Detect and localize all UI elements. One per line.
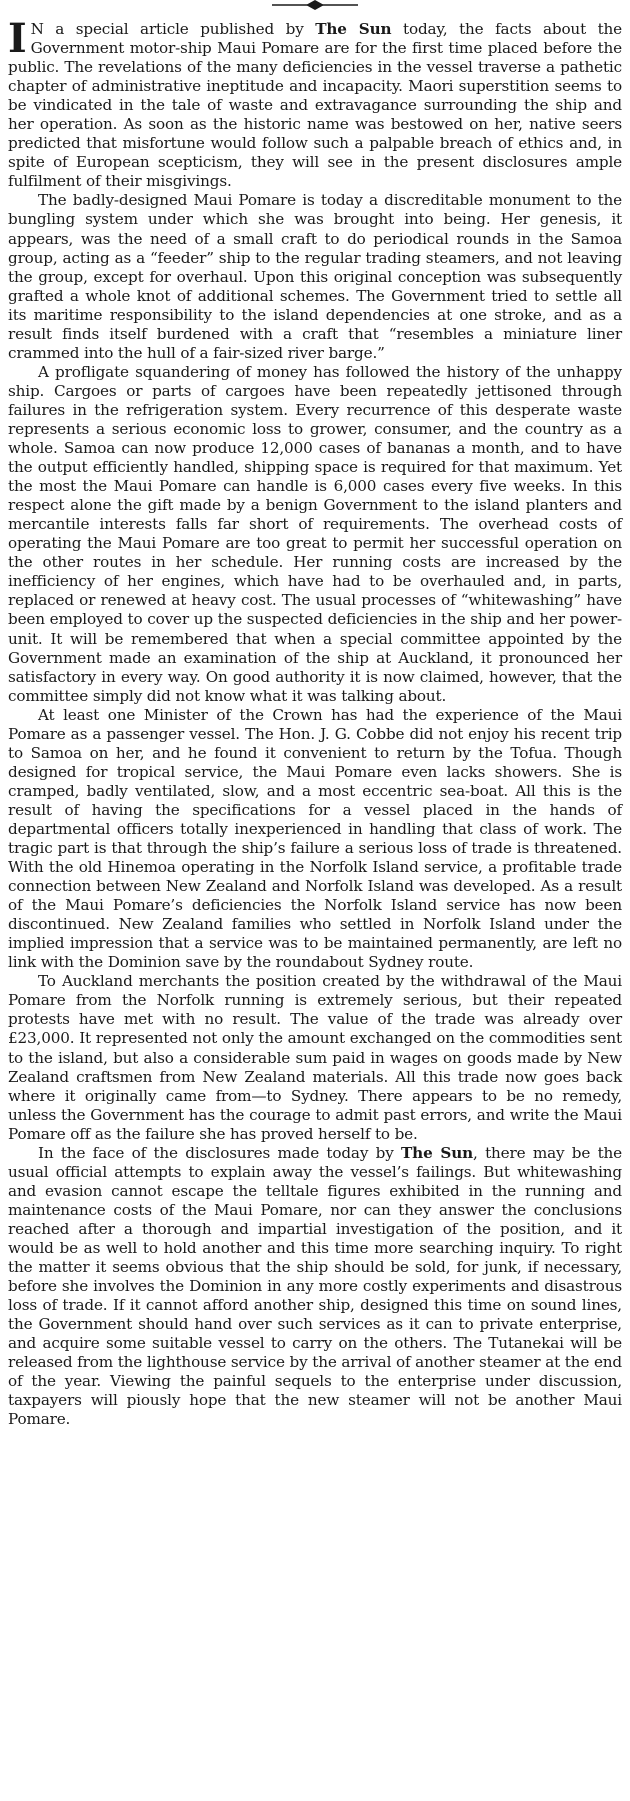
- article-paragraph: [8, 363, 622, 706]
- paragraph-text: A profligate squandering of money has followed the history of the unhappy ship. Cargoes or parts of cargoes have been repeatedly jettisoned through failures in the refrigeration system. Every recurrence of this desperate waste represents a serious economic loss to grower, consumer, and the country as a whole. Samoa can now produce 12,000 cases of bananas a month, and to have the output efficiently handled, shipping space is required for that maximum. Yet the most the Maui Pomare can handle is 6,000 cases every five weeks. In this respect alone the gift made by a benign Government to the island planters and mercantile interests falls far short of requirements. The overhead costs of operating the Maui Pomare are too great to permit her successful operation on the other routes in her schedule. Her running costs are increased by the inefficiency of her engines, which have had to be overhauled and, in parts, replaced or renewed at heavy cost. The usual processes of “whitewashing” have been employed to cover up the suspected deficiencies in the ship and her power-unit. It will be remembered that when a special committee appointed by the Government made an examination of the ship at Auckland, it pronounced her satisfactory in every way. On good authority it is now claimed, however, that the committee simply did not know what it was talking about.: [8, 362, 622, 705]
- article-paragraph: [8, 972, 622, 1143]
- drop-cap: I: [8, 15, 27, 62]
- editorial-article: [8, 15, 623, 1429]
- article-paragraph: [8, 1144, 622, 1430]
- newspaper-name: The Sun: [401, 1143, 474, 1162]
- paragraph-text: In the face of the disclosures made today by: [38, 1143, 402, 1162]
- newspaper-name: The Sun: [315, 20, 392, 38]
- paragraph-text: To Auckland merchants the position created by the withdrawal of the Maui Pomare from the Norfolk running is extremely serious, but their repeated protests have met with no result. The value of the trade was already over £23,000. It represented not only the amount exchanged on the commodities sent to the island, but also a considerable sum paid in wages on goods made by New Zealand craftsmen from New Zealand materials. All this trade now goes back where it originally came from—to Sydney. There appears to be no remedy, unless the Government has the courage to admit past errors, and write the Maui Pomare off as the failure she has proved herself to be.: [8, 972, 622, 1143]
- paragraph-text: The badly-designed Maui Pomare is today a discreditable monument to the bungling system under which she was brought into being. Her genesis, it appears, was the need of a small craft to do periodical rounds in the Samoa group, acting as a “feeder” ship to the regular trading steamers, and not leaving the group, except for overhaul. Upon this original conception was subsequently grafted a whole knot of additional schemes. The Government tried to settle all its maritime responsibility to the island dependencies at one stroke, and as a result finds itself burdened with a craft that “resembles a miniature liner crammed into the hull of a fair-sized river barge.”: [8, 191, 622, 362]
- paragraph-text: today, the facts about the Government motor-ship Maui Pomare are for the first time placed before the public. The revelations of the many deficiencies in the vessel traverse a pathetic chapter of administrative ineptitude and incapacity. Maori superstition seems to be vindicated in the tale of waste and extravagance surrounding the ship and her operation. As soon as the historic name was bestowed on her, native seers predicted that misfortune would follow such a palpable breach of ethics and, in spite of European scepticism, they will see in the present disclosures ample fulfilment of their misgivings.: [8, 20, 623, 191]
- article-paragraph: [8, 191, 622, 362]
- paragraph-text: , there may be the usual official attempts to explain away the vessel’s failings. But whitewashing and evasion cannot escape the telltale figures exhibited in the running and maintenance costs of the Maui Pomare, nor can they answer the conclusions reached after a thorough and impartial investigation of the position, and it would be as well to hold another and this time more searching inquiry. To right the matter it seems obvious that the ship should be sold, for junk, if necessary, before she involves the Dominion in any more costly experiments and disastrous loss of trade. If it cannot afford another ship, designed this time on sound lines, the Government should hand over such services as it can to private enterprise, and acquire some suitable vessel to carry on the others. The Tutanekai will be released from the lighthouse service by the arrival of another steamer at the end of the year. Viewing the painful sequels to the enterprise under discussion, taxpayers will piously hope that the new steamer will not be another Maui Pomare.: [8, 1143, 623, 1429]
- ornament-rule-icon: [270, 0, 360, 10]
- article-paragraph: [8, 15, 623, 191]
- paragraph-text: N a special article published by: [30, 20, 316, 38]
- paragraph-text: At least one Minister of the Crown has had the experience of the Maui Pomare as a passenger vessel. The Hon. J. G. Cobbe did not enjoy his recent trip to Samoa on her, and he found it convenient to return by the Tofua. Though designed for tropical service, the Maui Pomare even lacks showers. She is cramped, badly ventilated, slow, and a most eccentric sea-boat. All this is the result of having the specifications for a vessel placed in the hands of departmental officers totally inexperienced in handling that class of work. The tragic part is that through the ship’s failure a serious loss of trade is threatened. With the old Hinemoa operating in the Norfolk Island service, a profitable trade connection between New Zealand and Norfolk Island was developed. As a result of the Maui Pomare’s deficiencies the Norfolk Island service has now been discontinued. New Zealand families who settled in Norfolk Island under the implied impression that a service was to be maintained permanently, are left no link with the Dominion save by the roundabout Sydney route.: [8, 705, 622, 972]
- article-paragraph: [8, 706, 622, 973]
